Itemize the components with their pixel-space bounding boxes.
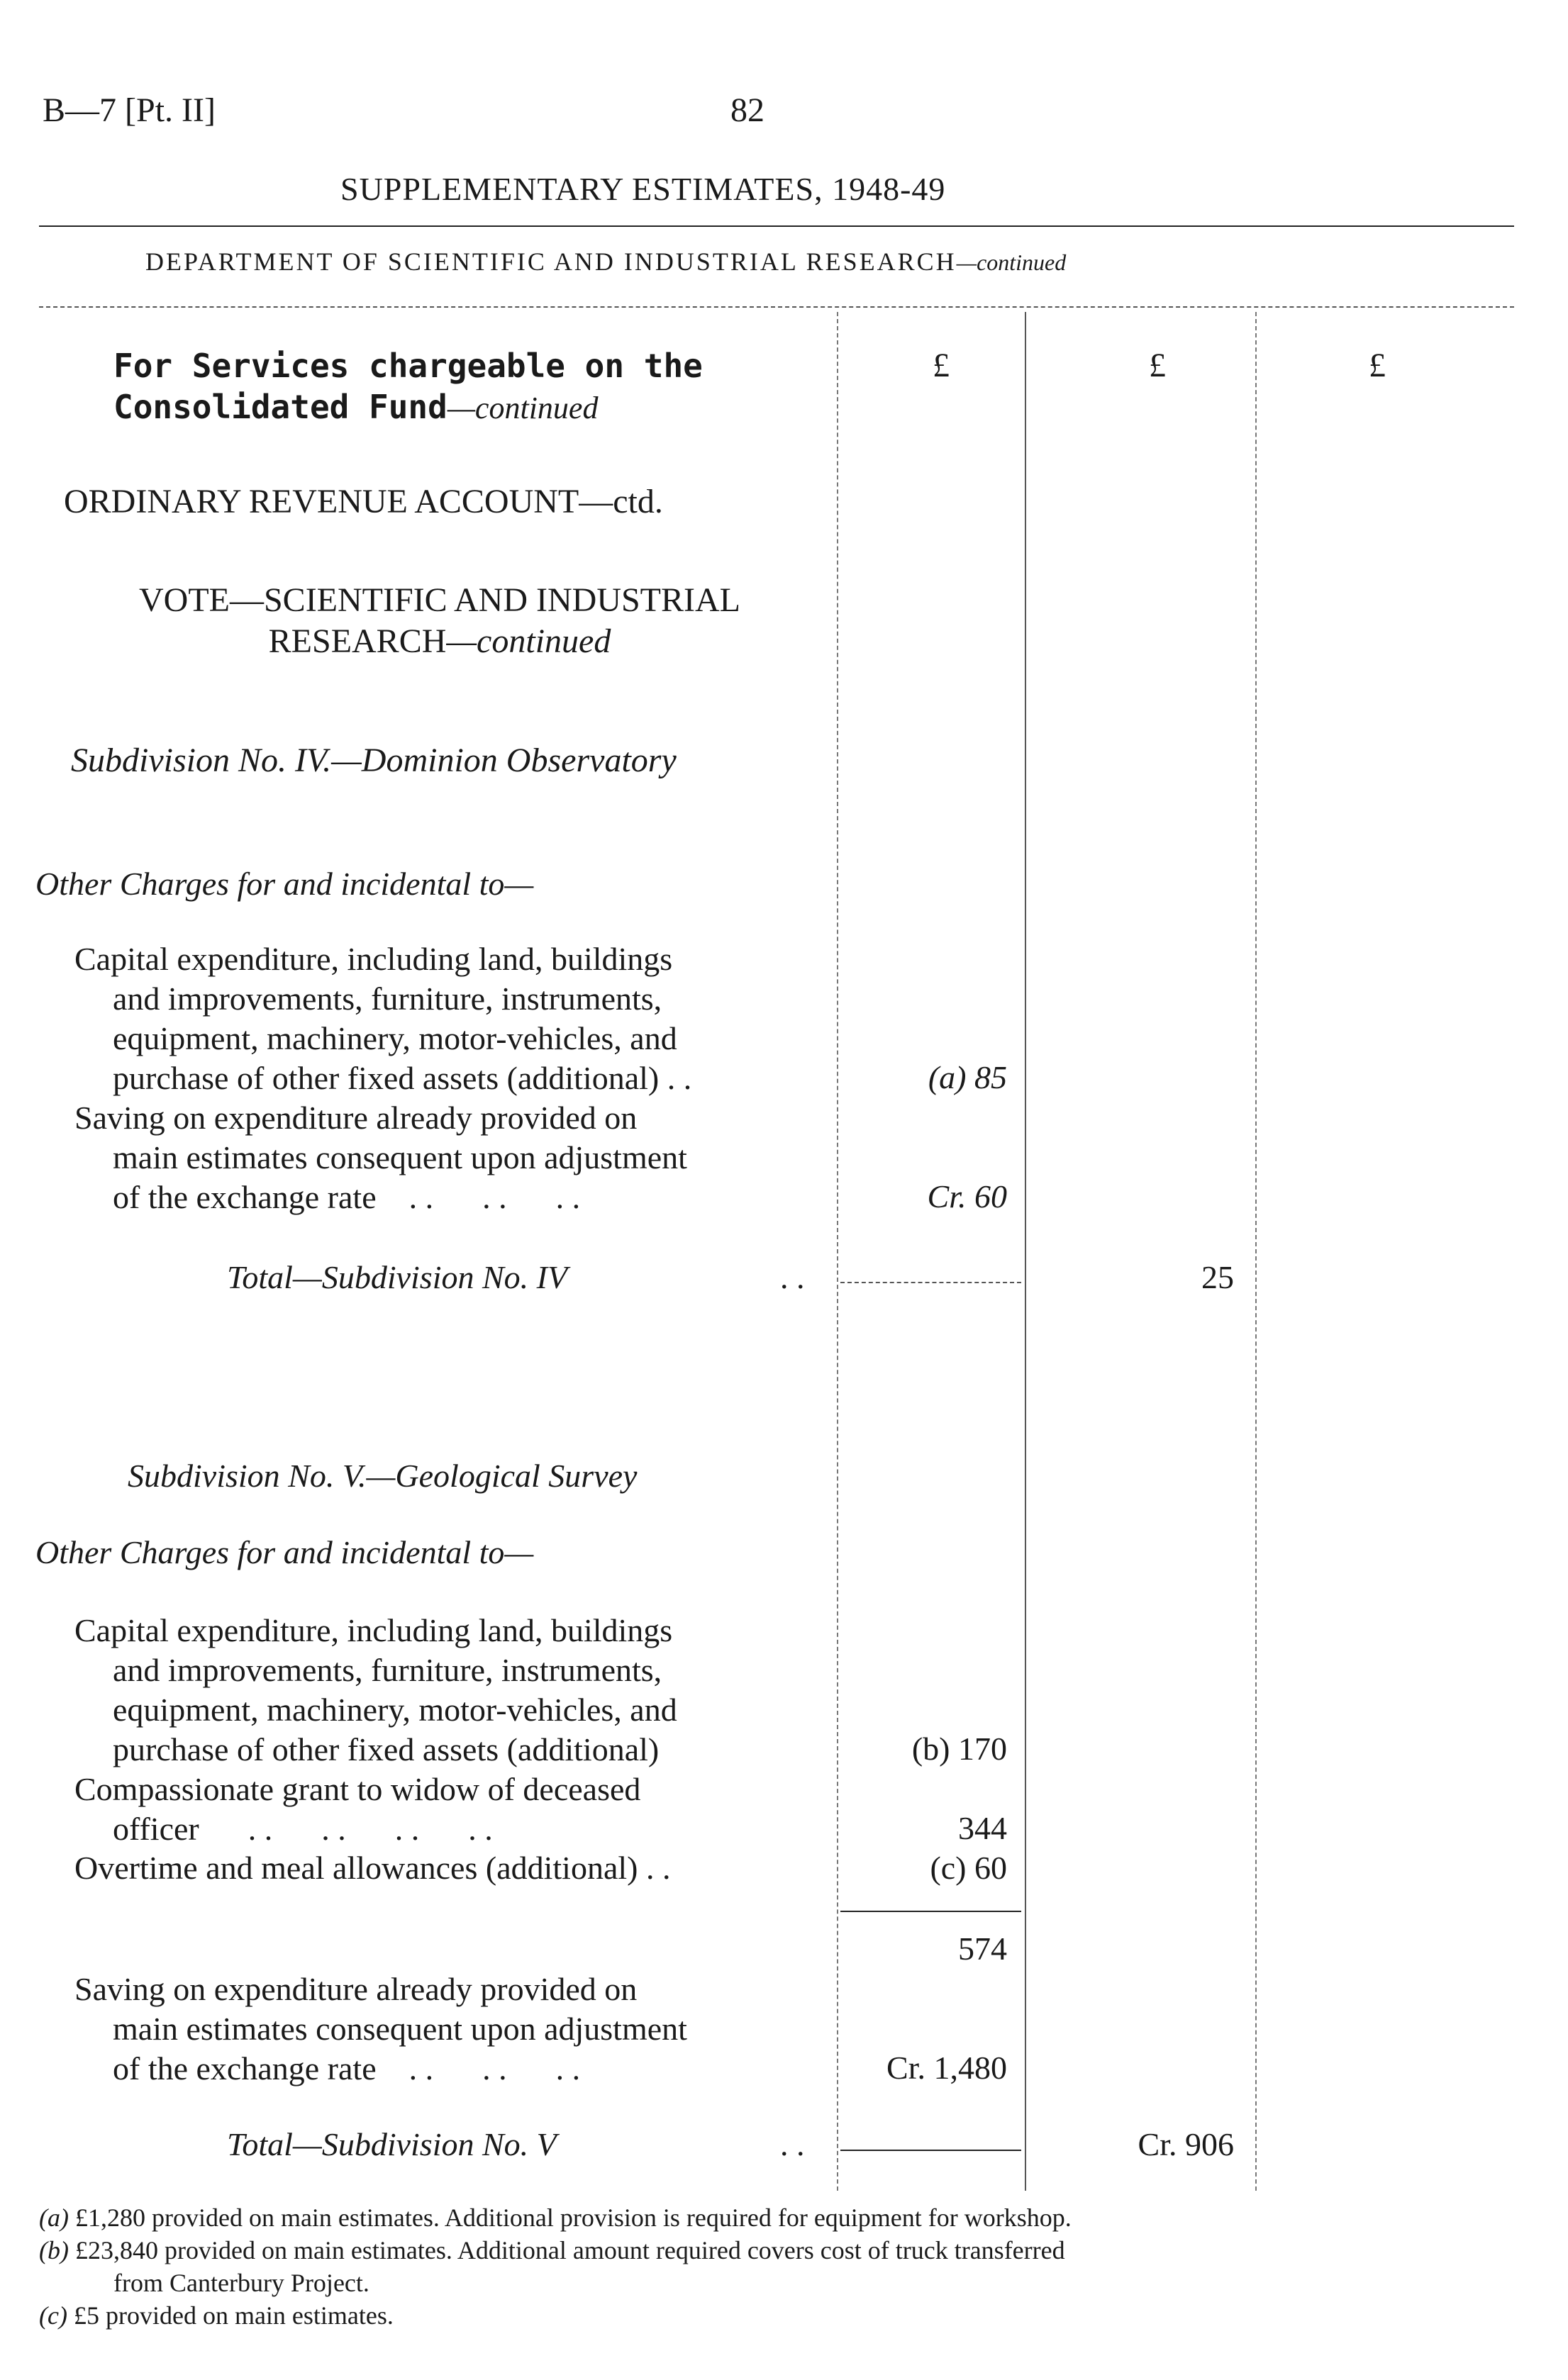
footnote-mark: (c) xyxy=(39,2301,67,2330)
currency-col-2: £ xyxy=(1149,347,1166,384)
column-divider-3 xyxy=(1255,312,1257,2191)
subdivision-v-grant xyxy=(74,1770,640,1849)
grant-line: officer . . . . . . . . xyxy=(113,1811,493,1847)
footnote-b-continuation: from Canterbury Project. xyxy=(113,2269,369,2297)
column-heading xyxy=(113,345,703,429)
department-suffix: —continued xyxy=(956,250,1067,275)
column-heading-line1: For Services chargeable on the xyxy=(113,347,703,385)
footnote-text: £23,840 provided on main estimates. Additional amount required covers cost of truck transferred xyxy=(74,2236,1065,2264)
subdivision-iv-title: Subdivision No. IV.—Dominion Observatory xyxy=(71,742,677,779)
grant-line: Compassionate grant to widow of deceased xyxy=(74,1771,641,1807)
title-rule xyxy=(39,225,1514,227)
subdivision-v-total-amount: Cr. 906 xyxy=(1138,2126,1234,2162)
column-heading-suffix: —continued xyxy=(447,391,599,425)
subdivision-v-saving-amount: Cr. 1,480 xyxy=(886,2050,1007,2086)
saving-line: main estimates consequent upon adjustment xyxy=(113,1139,687,1175)
column-divider-1 xyxy=(837,312,838,2191)
subdivision-v-charges-heading: Other Charges for and incidental to— xyxy=(35,1534,534,1570)
footnotes xyxy=(39,2201,1072,2332)
footnote-mark: (b) xyxy=(39,2236,69,2264)
capital-line: purchase of other fixed assets (additional) xyxy=(113,1731,660,1767)
department-heading xyxy=(145,247,1066,276)
subdivision-iv-saving-amount: Cr. 60 xyxy=(927,1178,1007,1214)
page-title: SUPPLEMENTARY ESTIMATES, 1948-49 xyxy=(340,171,946,207)
subdivision-v-total-dots: . . xyxy=(780,2126,805,2162)
capital-line: equipment, machinery, motor-vehicles, and xyxy=(113,1020,677,1056)
subdivision-v-overtime-amount: (c) 60 xyxy=(930,1850,1007,1886)
currency-col-3: £ xyxy=(1369,347,1386,384)
vote-line1: VOTE—SCIENTIFIC AND INDUSTRIAL xyxy=(139,581,740,619)
footnote-text: £5 provided on main estimates. xyxy=(73,2301,394,2330)
footnote-b xyxy=(39,2234,1072,2267)
saving-line: of the exchange rate . . . . . . xyxy=(113,2050,581,2086)
subdivision-v-total-rule xyxy=(840,2150,1021,2151)
subdivision-iv-saving xyxy=(74,1098,687,1217)
subdivision-v-total-label: Total—Subdivision No. V xyxy=(227,2126,557,2162)
capital-line: and improvements, furniture, instruments, xyxy=(113,981,662,1017)
subdivision-iv-total-label: Total—Subdivision No. IV xyxy=(227,1259,568,1295)
subdivision-iv-capital xyxy=(74,939,691,1098)
capital-line: purchase of other fixed assets (additional) . . xyxy=(113,1060,692,1096)
saving-line: of the exchange rate . . . . . . xyxy=(113,1179,581,1215)
subdivision-iv-total-rule xyxy=(840,1282,1021,1283)
column-divider-2 xyxy=(1025,312,1026,2191)
subdivision-iv-total-amount: 25 xyxy=(1201,1259,1234,1295)
page-reference: B—7 [Pt. II] xyxy=(43,91,216,129)
column-heading-line2: Consolidated Fund xyxy=(113,388,447,426)
saving-line: Saving on expenditure already provided on xyxy=(74,1971,638,2007)
capital-line: equipment, machinery, motor-vehicles, and xyxy=(113,1692,677,1728)
subdivision-iv-capital-amount: (a) 85 xyxy=(928,1059,1007,1095)
capital-line: Capital expenditure, including land, buildings xyxy=(74,1612,673,1648)
subdivision-v-grant-amount: 344 xyxy=(958,1810,1007,1846)
subdivision-v-subtotal-rule xyxy=(840,1911,1021,1912)
footnote-c xyxy=(39,2299,1072,2332)
page-number: 82 xyxy=(730,91,764,129)
footnote-text: £1,280 provided on main estimates. Additional provision is required for equipment for workshop. xyxy=(74,2203,1072,2232)
subdivision-v-overtime: Overtime and meal allowances (additional) . . xyxy=(74,1850,671,1886)
account-heading: ORDINARY REVENUE ACCOUNT—ctd. xyxy=(64,483,663,520)
vote-suffix: —continued xyxy=(446,622,611,660)
subdivision-v-title: Subdivision No. V.—Geological Survey xyxy=(128,1458,638,1494)
subdivision-v-subtotal: 574 xyxy=(958,1931,1007,1967)
subdivision-v-capital xyxy=(74,1611,677,1770)
footnote-mark: (a) xyxy=(39,2203,69,2232)
subdivision-v-capital-amount: (b) 170 xyxy=(911,1731,1007,1767)
saving-line: main estimates consequent upon adjustment xyxy=(113,2011,687,2047)
vote-heading xyxy=(57,580,823,662)
currency-col-1: £ xyxy=(933,347,950,384)
department-rule xyxy=(39,306,1514,308)
subdivision-iv-total-dots: . . xyxy=(780,1259,805,1295)
saving-line: Saving on expenditure already provided on xyxy=(74,1100,638,1136)
department-name: DEPARTMENT OF SCIENTIFIC AND INDUSTRIAL RESEARCH xyxy=(145,247,957,276)
vote-line2: RESEARCH xyxy=(268,622,447,660)
footnote-a xyxy=(39,2201,1072,2234)
subdivision-v-saving xyxy=(74,1970,687,2089)
capital-line: and improvements, furniture, instruments, xyxy=(113,1652,662,1688)
capital-line: Capital expenditure, including land, buildings xyxy=(74,941,673,977)
subdivision-iv-charges-heading: Other Charges for and incidental to— xyxy=(35,866,534,902)
